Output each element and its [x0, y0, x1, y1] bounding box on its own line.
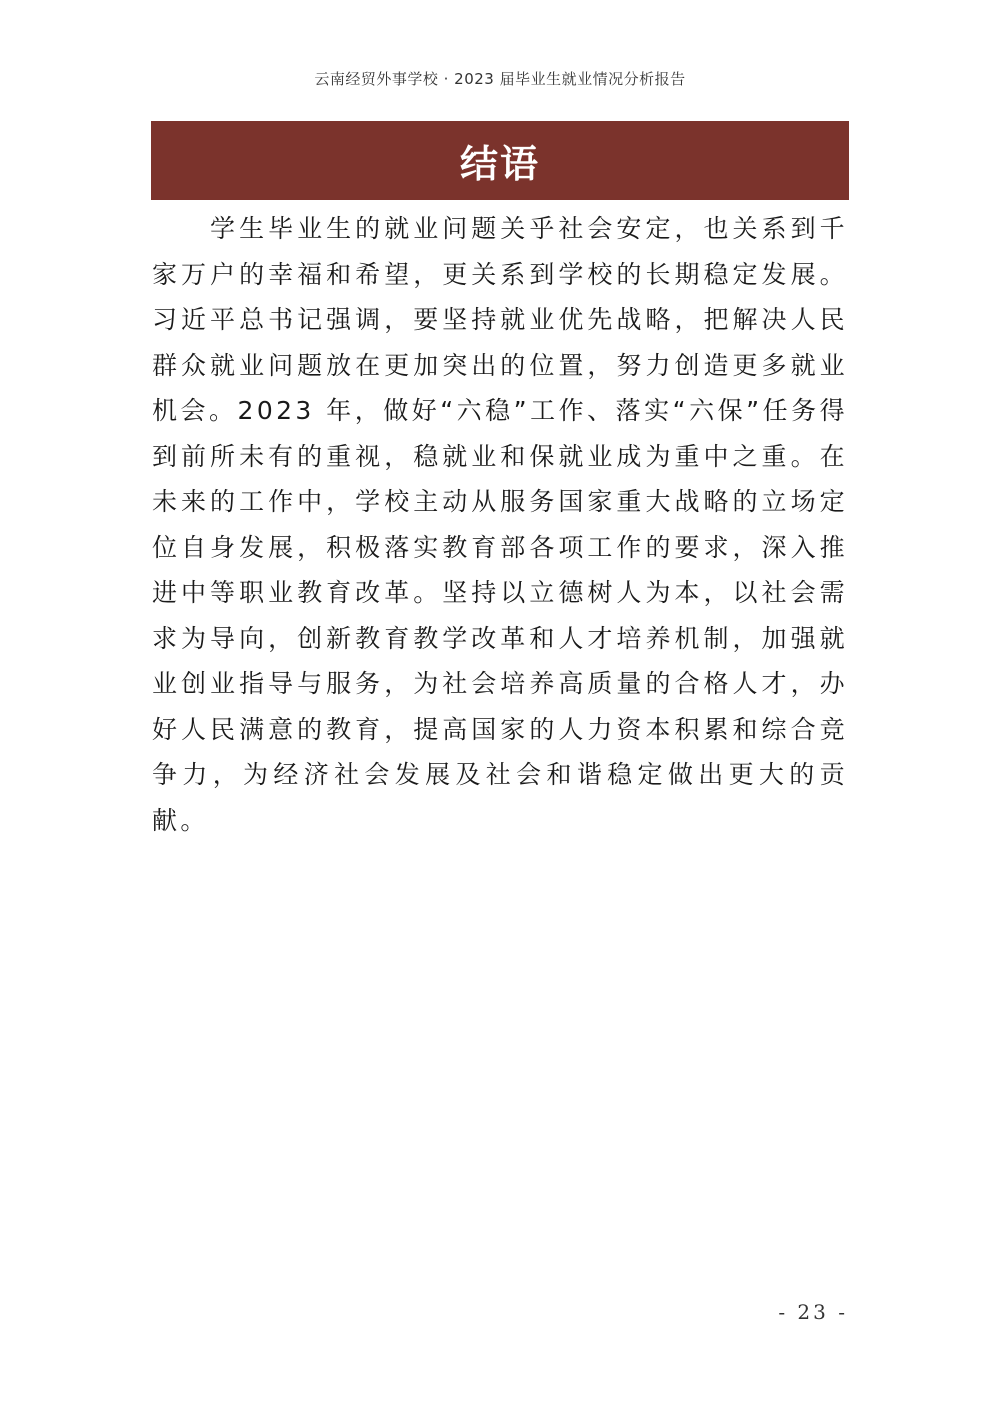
section-title-band: [151, 121, 849, 200]
section-title: 结语: [459, 142, 540, 186]
body-paragraph: 学生毕业生的就业问题关乎社会安定，也关系到千家万户的幸福和希望，更关系到学校的长期稳定发展。习近平总书记强调，要坚持就业优先战略，把解决人民群众就业问题放在更加突出的位置，努力创造更多就业机会。2023 年，做好“六稳”工作、落实“六保”任务得到前所未有的重视，稳就业和保就业成为重中之重。在未来的工作中，学校主动从服务国家重大战略的立场定位自身发展，积极落实教育部各项工作的要求，深入推进中等职业教育改革。坚持以立德树人为本，以社会需求为导向，创新教育教学改革和人才培养机制，加强就业创业指导与服务，为社会培养高质量的合格人才，办好人民满意的教育，提高国家的人力资本积累和综合竞争力，为经济社会发展及社会和谐稳定做出更大的贡献。: [152, 214, 848, 835]
running-header: 云南经贸外事学校 · 2023 届毕业生就业情况分析报告: [314, 70, 686, 88]
page-number: - 23 -: [778, 1300, 848, 1324]
